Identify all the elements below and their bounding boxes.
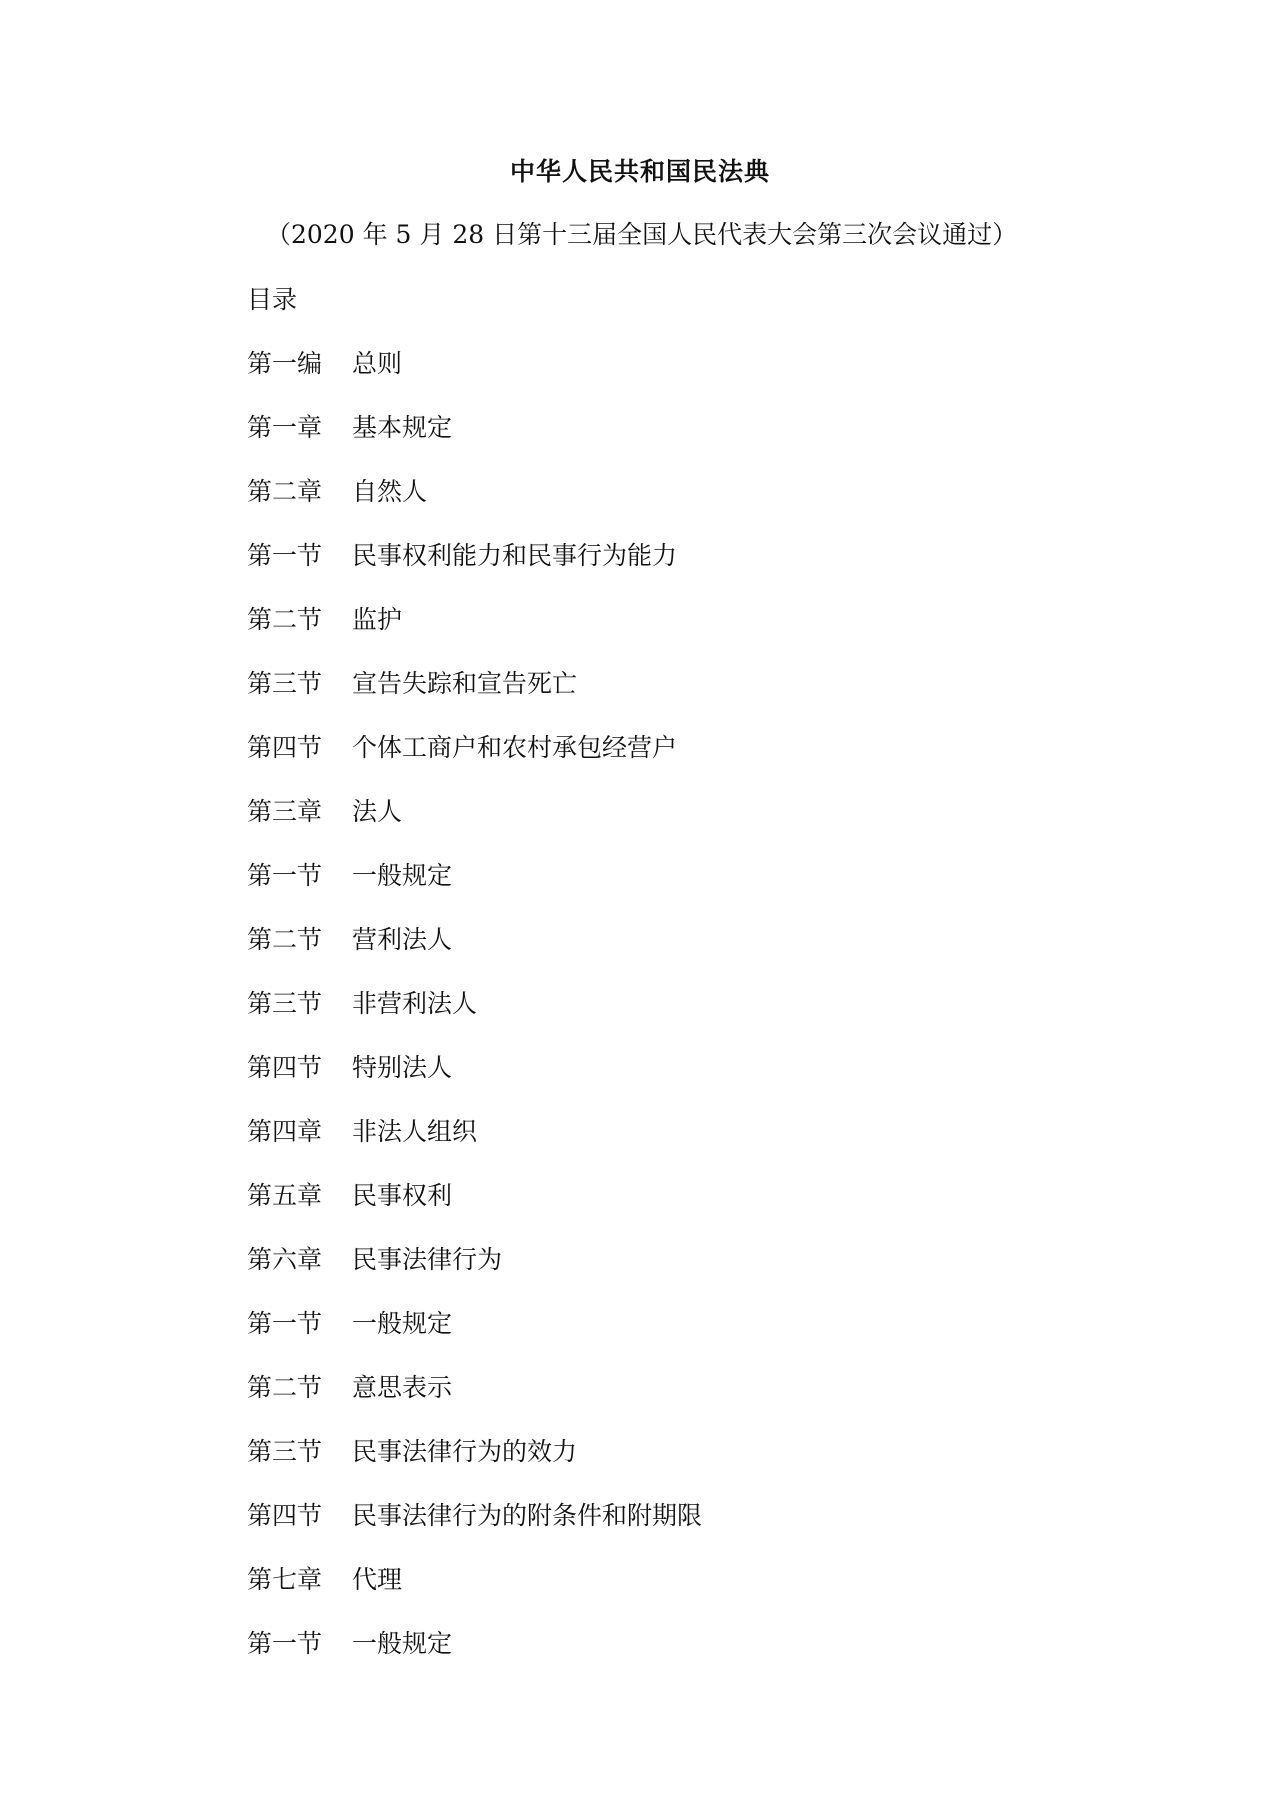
- toc-entry-title: 非法人组织: [352, 1117, 478, 1146]
- toc-entry-number: 第四章: [247, 1117, 323, 1146]
- toc-entry-number: 第三章: [247, 797, 323, 826]
- toc-entry: [247, 344, 702, 408]
- toc-entry-number: 第一节: [247, 861, 323, 890]
- toc-entry-title: 民事法律行为的效力: [352, 1437, 578, 1466]
- toc-entry-number: 第四节: [247, 733, 323, 762]
- toc-entry-number: 第四节: [247, 1501, 323, 1530]
- toc-entry: [247, 1240, 702, 1304]
- toc-entry-number: 第六章: [247, 1245, 323, 1274]
- toc-entry-number: 第二章: [247, 477, 323, 506]
- toc-entry-title: 民事权利: [352, 1181, 453, 1210]
- toc-entry: [247, 408, 702, 472]
- toc-heading: 目录: [247, 285, 298, 314]
- toc-entry-title: 监护: [352, 605, 403, 634]
- toc-entry-title: 自然人: [352, 477, 428, 506]
- toc-entry-number: 第一节: [247, 1629, 323, 1658]
- document-title: 中华人民共和国民法典: [509, 157, 770, 186]
- toc-entry: [247, 1304, 702, 1368]
- toc-entry-title: 民事法律行为: [352, 1245, 503, 1274]
- toc-entry-title: 意思表示: [352, 1373, 453, 1402]
- toc-entry: [247, 1112, 702, 1176]
- toc-entry-title: 特别法人: [352, 1053, 453, 1082]
- toc-entry-number: 第三节: [247, 989, 323, 1018]
- toc-entry-number: 第一章: [247, 413, 323, 442]
- toc-entry-title: 个体工商户和农村承包经营户: [352, 733, 678, 762]
- document-subtitle: （2020 年 5 月 28 日第十三届全国人民代表大会第三次会议通过）: [266, 220, 1018, 249]
- toc-entry: [247, 664, 702, 728]
- toc-entry-number: 第五章: [247, 1181, 323, 1210]
- toc-entry: [247, 856, 702, 920]
- toc-entry-title: 非营利法人: [352, 989, 478, 1018]
- toc-entry: [247, 1560, 702, 1624]
- toc-entry: [247, 1432, 702, 1496]
- toc-entry-title: 基本规定: [352, 413, 453, 442]
- toc-entry-number: 第一编: [247, 349, 323, 378]
- toc-entry: [247, 1368, 702, 1432]
- toc-entry: [247, 536, 702, 600]
- toc-entry: [247, 728, 702, 792]
- toc-entry: [247, 1624, 702, 1688]
- toc-entry-title: 总则: [352, 349, 403, 378]
- toc-entry-title: 法人: [352, 797, 403, 826]
- toc-entry: [247, 1048, 702, 1112]
- toc-entry-number: 第七章: [247, 1565, 323, 1594]
- toc-entry-number: 第二节: [247, 1373, 323, 1402]
- toc-entry-number: 第三节: [247, 669, 323, 698]
- toc-entry-title: 营利法人: [352, 925, 453, 954]
- toc-entry-title: 一般规定: [352, 1309, 453, 1338]
- toc-entry-number: 第四节: [247, 1053, 323, 1082]
- toc-entry-title: 一般规定: [352, 1629, 453, 1658]
- toc-entry-number: 第一节: [247, 1309, 323, 1338]
- toc-entry-number: 第三节: [247, 1437, 323, 1466]
- toc-entry: [247, 920, 702, 984]
- toc-entry-title: 民事权利能力和民事行为能力: [352, 541, 678, 570]
- toc-entry: [247, 1496, 702, 1560]
- toc-entry: [247, 984, 702, 1048]
- table-of-contents: [247, 344, 702, 1688]
- toc-entry-title: 一般规定: [352, 861, 453, 890]
- toc-entry: [247, 472, 702, 536]
- toc-entry-title: 代理: [352, 1565, 403, 1594]
- toc-entry: [247, 600, 702, 664]
- toc-entry-number: 第二节: [247, 605, 323, 634]
- toc-entry: [247, 1176, 702, 1240]
- toc-entry-title: 民事法律行为的附条件和附期限: [352, 1501, 703, 1530]
- toc-entry-number: 第二节: [247, 925, 323, 954]
- toc-entry: [247, 792, 702, 856]
- toc-entry-number: 第一节: [247, 541, 323, 570]
- toc-entry-title: 宣告失踪和宣告死亡: [352, 669, 578, 698]
